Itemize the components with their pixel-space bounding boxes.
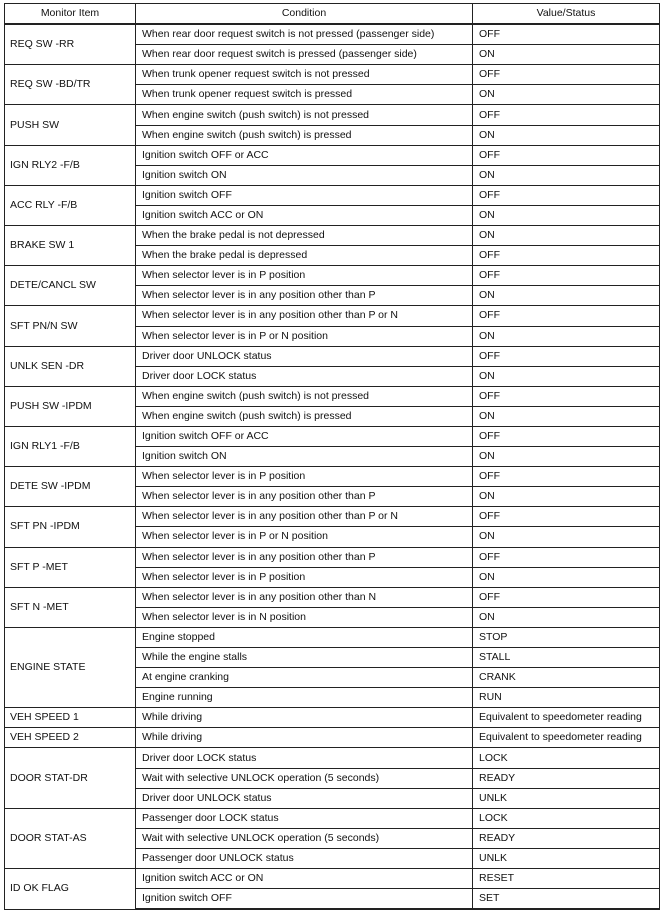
condition-cell: Wait with selective UNLOCK operation (5 seconds) [136, 828, 473, 848]
value-status-cell: OFF [473, 105, 660, 125]
table-row [5, 869, 660, 889]
value-status-cell: ON [473, 226, 660, 246]
value-status-cell: OFF [473, 266, 660, 286]
value-status-cell: ON [473, 607, 660, 627]
value-status-cell: OFF [473, 547, 660, 567]
condition-cell: While driving [136, 708, 473, 728]
monitor-item-cell: ACC RLY -F/B [5, 185, 136, 225]
value-status-cell: RUN [473, 688, 660, 708]
table-header-row [5, 4, 660, 25]
condition-cell: Wait with selective UNLOCK operation (5 seconds) [136, 768, 473, 788]
value-status-cell: OFF [473, 65, 660, 85]
value-status-cell: ON [473, 406, 660, 426]
value-status-cell: OFF [473, 246, 660, 266]
condition-cell: While driving [136, 728, 473, 748]
table-row [5, 145, 660, 165]
monitor-item-cell: BRAKE SW 1 [5, 226, 136, 266]
condition-cell: When rear door request switch is not pressed (passenger side) [136, 24, 473, 45]
table-row [5, 65, 660, 85]
condition-cell: Driver door LOCK status [136, 366, 473, 386]
value-status-cell: STALL [473, 648, 660, 668]
condition-cell: When selector lever is in N position [136, 607, 473, 627]
value-status-cell: OFF [473, 306, 660, 326]
condition-cell: When selector lever is in any position other than P [136, 547, 473, 567]
value-status-cell: RESET [473, 869, 660, 889]
condition-cell: When the brake pedal is depressed [136, 246, 473, 266]
condition-cell: When selector lever is in any position other than N [136, 587, 473, 607]
condition-cell: When selector lever is in P or N position [136, 326, 473, 346]
table-row [5, 587, 660, 607]
value-status-cell: ON [473, 286, 660, 306]
table-row [5, 426, 660, 446]
value-status-cell: OFF [473, 426, 660, 446]
value-status-cell: OFF [473, 145, 660, 165]
monitor-item-cell: IGN RLY1 -F/B [5, 426, 136, 466]
condition-cell: Driver door LOCK status [136, 748, 473, 768]
condition-cell: When selector lever is in any position other than P [136, 487, 473, 507]
table-body [5, 24, 660, 909]
condition-cell: When engine switch (push switch) is not pressed [136, 105, 473, 125]
monitor-item-cell: SFT N -MET [5, 587, 136, 627]
monitor-item-cell: SFT P -MET [5, 547, 136, 587]
condition-cell: When selector lever is in any position other than P [136, 286, 473, 306]
condition-cell: Ignition switch ACC or ON [136, 869, 473, 889]
condition-cell: When selector lever is in any position other than P or N [136, 507, 473, 527]
condition-cell: At engine cranking [136, 668, 473, 688]
value-status-cell: ON [473, 125, 660, 145]
condition-cell: When engine switch (push switch) is pressed [136, 406, 473, 426]
monitor-item-cell: DETE/CANCL SW [5, 266, 136, 306]
table-row [5, 185, 660, 205]
condition-cell: When rear door request switch is pressed (passenger side) [136, 45, 473, 65]
condition-cell: Engine stopped [136, 627, 473, 647]
monitor-item-cell: VEH SPEED 1 [5, 708, 136, 728]
value-status-cell: ON [473, 527, 660, 547]
condition-cell: When selector lever is in P position [136, 266, 473, 286]
table-row [5, 708, 660, 728]
value-status-cell: ON [473, 366, 660, 386]
monitor-item-cell: IGN RLY2 -F/B [5, 145, 136, 185]
condition-cell: Ignition switch ON [136, 447, 473, 467]
value-status-cell: OFF [473, 467, 660, 487]
value-status-cell: OFF [473, 346, 660, 366]
monitor-item-cell: SFT PN/N SW [5, 306, 136, 346]
value-status-cell: ON [473, 326, 660, 346]
value-status-cell: STOP [473, 627, 660, 647]
table-row [5, 346, 660, 366]
condition-cell: When engine switch (push switch) is not pressed [136, 386, 473, 406]
table-row [5, 808, 660, 828]
value-status-cell: ON [473, 45, 660, 65]
value-status-cell: LOCK [473, 748, 660, 768]
table-row [5, 728, 660, 748]
value-status-cell: Equivalent to speedometer reading [473, 728, 660, 748]
condition-cell: Ignition switch OFF or ACC [136, 426, 473, 446]
table-row [5, 386, 660, 406]
header-monitor-item: Monitor Item [5, 4, 136, 25]
table-row [5, 24, 660, 45]
condition-cell: Ignition switch ACC or ON [136, 205, 473, 225]
condition-cell: When selector lever is in P position [136, 467, 473, 487]
value-status-cell: UNLK [473, 848, 660, 868]
value-status-cell: OFF [473, 587, 660, 607]
monitor-item-cell: REQ SW -RR [5, 24, 136, 65]
value-status-cell: LOCK [473, 808, 660, 828]
condition-cell: Ignition switch ON [136, 165, 473, 185]
monitor-item-cell: VEH SPEED 2 [5, 728, 136, 748]
condition-cell: Passenger door LOCK status [136, 808, 473, 828]
monitor-item-cell: DOOR STAT-DR [5, 748, 136, 808]
monitor-item-cell: PUSH SW [5, 105, 136, 145]
value-status-cell: ON [473, 487, 660, 507]
monitor-item-cell: DOOR STAT-AS [5, 808, 136, 868]
monitor-item-cell: UNLK SEN -DR [5, 346, 136, 386]
condition-cell: When engine switch (push switch) is pressed [136, 125, 473, 145]
table-row [5, 226, 660, 246]
condition-cell: Passenger door UNLOCK status [136, 848, 473, 868]
value-status-cell: CRANK [473, 668, 660, 688]
condition-cell: Ignition switch OFF or ACC [136, 145, 473, 165]
condition-cell: Ignition switch OFF [136, 185, 473, 205]
table-row [5, 507, 660, 527]
value-status-cell: READY [473, 828, 660, 848]
value-status-cell: OFF [473, 507, 660, 527]
table-row [5, 547, 660, 567]
monitor-item-cell: DETE SW -IPDM [5, 467, 136, 507]
condition-cell: Driver door UNLOCK status [136, 346, 473, 366]
value-status-cell: ON [473, 165, 660, 185]
value-status-cell: ON [473, 205, 660, 225]
table-row [5, 467, 660, 487]
value-status-cell: OFF [473, 24, 660, 45]
condition-cell: When selector lever is in P position [136, 567, 473, 587]
condition-cell: When trunk opener request switch is not pressed [136, 65, 473, 85]
condition-cell: Ignition switch OFF [136, 889, 473, 910]
value-status-cell: ON [473, 567, 660, 587]
condition-cell: Driver door UNLOCK status [136, 788, 473, 808]
table-row [5, 627, 660, 647]
value-status-cell: OFF [473, 185, 660, 205]
value-status-cell: SET [473, 889, 660, 910]
monitor-item-cell: ENGINE STATE [5, 627, 136, 707]
value-status-cell: OFF [473, 386, 660, 406]
monitor-item-cell: PUSH SW -IPDM [5, 386, 136, 426]
table-row [5, 105, 660, 125]
condition-cell: Engine running [136, 688, 473, 708]
monitor-item-cell: SFT PN -IPDM [5, 507, 136, 547]
value-status-cell: ON [473, 85, 660, 105]
table-row [5, 266, 660, 286]
header-value-status: Value/Status [473, 4, 660, 25]
condition-cell: When the brake pedal is not depressed [136, 226, 473, 246]
table-row [5, 306, 660, 326]
value-status-cell: ON [473, 447, 660, 467]
table-row [5, 748, 660, 768]
condition-cell: When trunk opener request switch is pressed [136, 85, 473, 105]
value-status-cell: UNLK [473, 788, 660, 808]
condition-cell: While the engine stalls [136, 648, 473, 668]
header-condition: Condition [136, 4, 473, 25]
value-status-cell: READY [473, 768, 660, 788]
condition-cell: When selector lever is in any position other than P or N [136, 306, 473, 326]
monitor-item-cell: REQ SW -BD/TR [5, 65, 136, 105]
monitor-item-cell: ID OK FLAG [5, 869, 136, 910]
value-status-cell: Equivalent to speedometer reading [473, 708, 660, 728]
monitor-item-table [4, 3, 660, 910]
condition-cell: When selector lever is in P or N position [136, 527, 473, 547]
